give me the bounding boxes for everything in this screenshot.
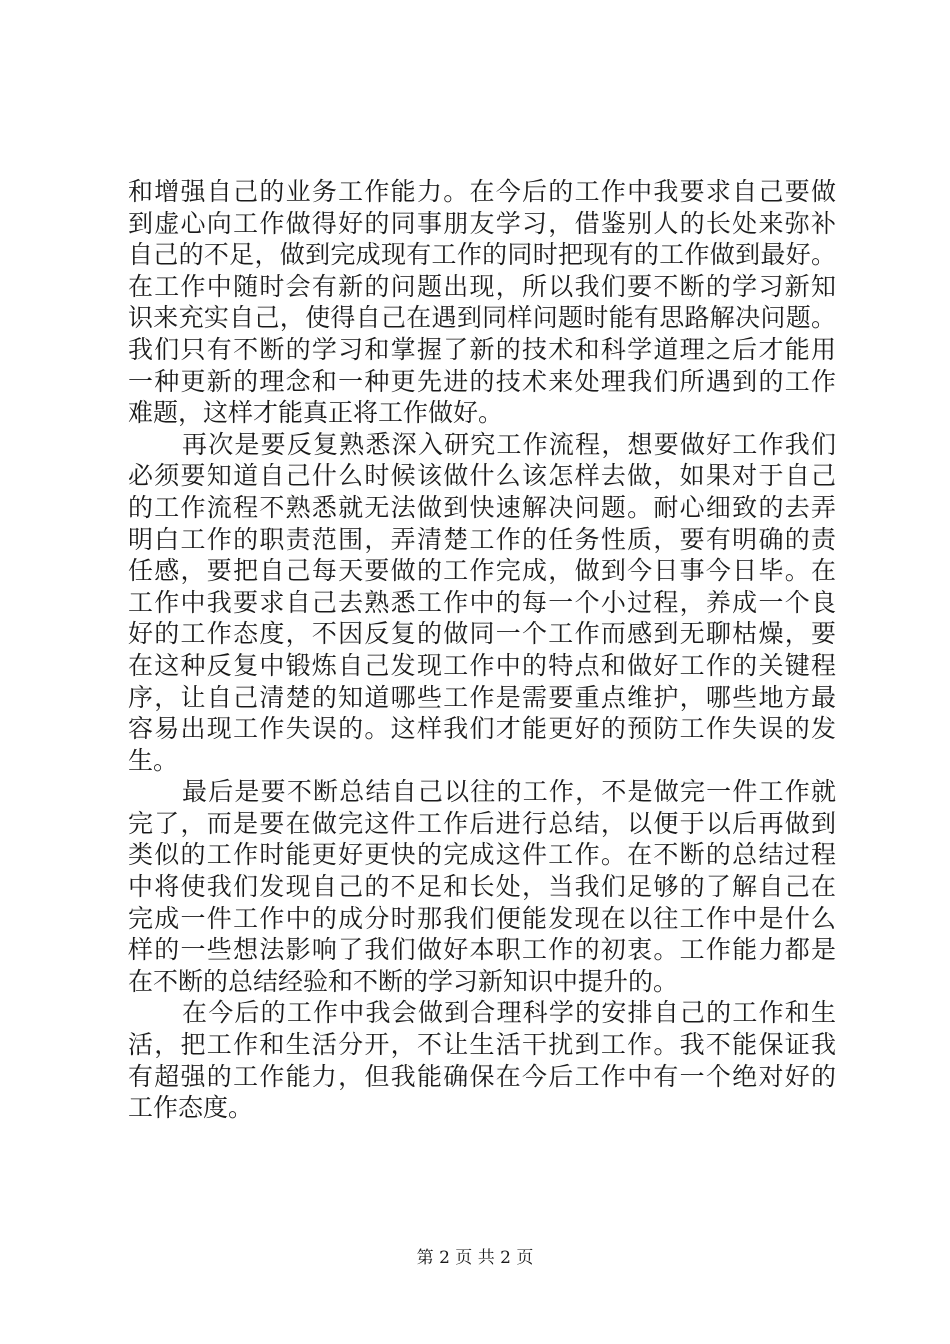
text-line: 工作中我要求自己去熟悉工作中的每一个小过程，养成一个良: [128, 587, 836, 617]
text-line: 有超强的工作能力，但我能确保在今后工作中有一个绝对好的: [128, 1061, 836, 1091]
text-line: 样的一些想法影响了我们做好本职工作的初衷。工作能力都是: [128, 935, 836, 965]
page-number-footer: 第 2 页 共 2 页: [416, 1248, 534, 1268]
text-line: 工作态度。: [128, 1093, 254, 1123]
text-line: 在工作中随时会有新的问题出现，所以我们要不断的学习新知: [128, 271, 836, 301]
text-line: 好的工作态度，不因反复的做同一个工作而感到无聊枯燥，要: [128, 619, 836, 649]
text-line: 一种更新的理念和一种更先进的技术来处理我们所遇到的工作: [128, 366, 836, 396]
text-line: 类似的工作时能更好更快的完成这件工作。在不断的总结过程: [128, 840, 836, 870]
text-line: 再次是要反复熟悉深入研究工作流程，想要做好工作我们: [182, 429, 836, 459]
text-line: 的工作流程不熟悉就无法做到快速解决问题。耐心细致的去弄: [128, 492, 836, 522]
text-line: 序，让自己清楚的知道哪些工作是需要重点维护，哪些地方最: [128, 682, 836, 712]
text-line: 任感，要把自己每天要做的工作完成，做到今日事今日毕。在: [128, 556, 836, 586]
text-line: 识来充实自己，使得自己在遇到同样问题时能有思路解决问题。: [128, 303, 836, 333]
text-line: 和增强自己的业务工作能力。在今后的工作中我要求自己要做: [128, 177, 836, 206]
text-line: 在不断的总结经验和不断的学习新知识中提升的。: [128, 966, 679, 996]
paragraph-2: [128, 429, 836, 777]
text-line: 容易出现工作失误的。这样我们才能更好的预防工作失误的发: [128, 714, 836, 744]
text-line: 我们只有不断的学习和掌握了新的技术和科学道理之后才能用: [128, 334, 836, 364]
document-body: [128, 176, 836, 1124]
text-line: 自己的不足，做到完成现有工作的同时把现有的工作做到最好。: [128, 240, 836, 270]
text-line: 活，把工作和生活分开，不让生活干扰到工作。我不能保证我: [128, 1030, 836, 1060]
paragraph-4: [128, 997, 836, 1123]
text-line: 中将使我们发现自己的不足和长处，当我们足够的了解自己在: [128, 872, 836, 902]
text-line: 完了，而是要在做完这件工作后进行总结，以便于以后再做到: [128, 808, 836, 838]
text-line: 难题，这样才能真正将工作做好。: [128, 398, 504, 428]
text-line: 明白工作的职责范围，弄清楚工作的任务性质，要有明确的责: [128, 524, 836, 554]
text-line: 到虚心向工作做得好的同事朋友学习，借鉴别人的长处来弥补: [128, 208, 836, 238]
paragraph-1: [128, 176, 836, 429]
text-line: 在今后的工作中我会做到合理科学的安排自己的工作和生: [182, 998, 836, 1028]
text-line: 必须要知道自己什么时候该做什么该怎样去做，如果对于自己: [128, 461, 836, 491]
text-line: 最后是要不断总结自己以往的工作，不是做完一件工作就: [182, 777, 836, 807]
paragraph-3: [128, 776, 836, 997]
text-line: 生。: [128, 745, 179, 775]
text-line: 在这种反复中锻炼自己发现工作中的特点和做好工作的关键程: [128, 650, 836, 680]
text-line: 完成一件工作中的成分时那我们便能发现在以往工作中是什么: [128, 903, 836, 933]
